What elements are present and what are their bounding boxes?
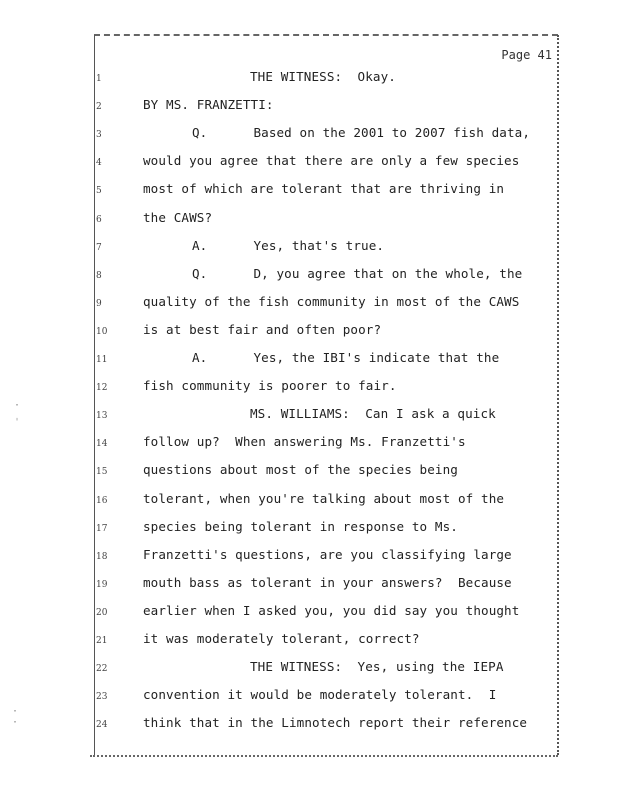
line-number: 22 <box>96 664 108 675</box>
transcript-line <box>0 462 618 490</box>
transcript-line <box>0 406 618 434</box>
line-number: 17 <box>96 523 108 534</box>
transcript-line <box>0 378 618 406</box>
line-number: 10 <box>96 326 108 337</box>
transcript-line <box>0 181 618 209</box>
line-text: species being tolerant in response to Ms. <box>143 518 458 534</box>
transcript-line <box>0 294 618 322</box>
transcript-line <box>0 266 618 294</box>
line-number: 18 <box>96 551 108 562</box>
transcript-line <box>0 322 618 350</box>
line-number: 2 <box>96 102 102 113</box>
transcript-line <box>0 519 618 547</box>
line-text: think that in the Limnotech report their reference <box>143 715 528 731</box>
line-text: mouth bass as tolerant in your answers? Because <box>143 574 512 590</box>
line-text: tolerant, when you're talking about most of the <box>143 490 505 506</box>
line-number: 8 <box>96 270 102 281</box>
line-text: follow up? When answering Ms. Franzetti's <box>143 434 466 450</box>
line-number: 19 <box>96 579 108 590</box>
line-text: earlier when I asked you, you did say you thought <box>143 602 520 618</box>
line-text: quality of the fish community in most of the CAWS <box>143 293 520 309</box>
transcript-line <box>0 350 618 378</box>
line-number: 16 <box>96 495 108 506</box>
line-text: questions about most of the species being <box>143 462 458 478</box>
transcript-line <box>0 631 618 659</box>
line-text: A. Yes, that's true. <box>192 237 385 253</box>
transcript-line <box>0 69 618 97</box>
transcript-line <box>0 210 618 238</box>
line-number: 4 <box>96 158 102 169</box>
transcript-line <box>0 715 618 743</box>
line-text: it was moderately tolerant, correct? <box>143 631 420 646</box>
page-number: Page 41 <box>501 48 552 62</box>
line-number: 9 <box>96 298 102 309</box>
line-number: 20 <box>96 607 108 618</box>
page-bottom-border <box>90 755 558 757</box>
line-text: the CAWS? <box>143 209 213 225</box>
scan-speck: · ˌ <box>14 400 21 422</box>
line-number: 13 <box>96 411 108 422</box>
transcript-line <box>0 659 618 687</box>
transcript-line <box>0 125 618 153</box>
line-text: A. Yes, the IBI's indicate that the <box>192 350 500 365</box>
line-number: 24 <box>96 720 108 731</box>
line-text: BY MS. FRANZETTI: <box>143 97 274 113</box>
line-number: 15 <box>96 467 108 478</box>
line-number: 7 <box>96 242 102 253</box>
line-number: 23 <box>96 692 108 703</box>
scan-speck: · · <box>12 706 19 728</box>
transcript-line <box>0 97 618 125</box>
transcript-line <box>0 491 618 519</box>
line-text: most of which are tolerant that are thriving in <box>143 181 505 197</box>
transcript-line <box>0 603 618 631</box>
transcript-line <box>0 434 618 462</box>
line-number: 12 <box>96 383 108 394</box>
line-text: THE WITNESS: Okay. <box>250 69 396 84</box>
line-text: fish community is poorer to fair. <box>143 378 397 394</box>
line-text: is at best fair and often poor? <box>143 321 382 337</box>
line-number: 6 <box>96 214 102 225</box>
transcript-line <box>0 153 618 181</box>
transcript-line <box>0 687 618 715</box>
line-text: would you agree that there are only a few species <box>143 153 520 169</box>
transcript-line <box>0 238 618 266</box>
line-number: 11 <box>96 355 108 365</box>
line-text: MS. WILLIAMS: Can I ask a quick <box>250 406 496 422</box>
line-number: 21 <box>96 636 108 646</box>
line-text: Q. Based on the 2001 to 2007 fish data, <box>192 125 531 141</box>
line-text: Q. D, you agree that on the whole, the <box>192 265 523 281</box>
line-number: 5 <box>96 186 102 197</box>
line-number: 14 <box>96 439 108 450</box>
transcript-line <box>0 547 618 575</box>
line-text: convention it would be moderately tolerant. I <box>143 687 497 703</box>
line-number: 3 <box>96 130 102 141</box>
transcript-line <box>0 575 618 603</box>
line-text: Franzetti's questions, are you classifying large <box>143 546 512 562</box>
line-text: THE WITNESS: Yes, using the IEPA <box>250 659 504 675</box>
line-number: 1 <box>96 74 102 84</box>
